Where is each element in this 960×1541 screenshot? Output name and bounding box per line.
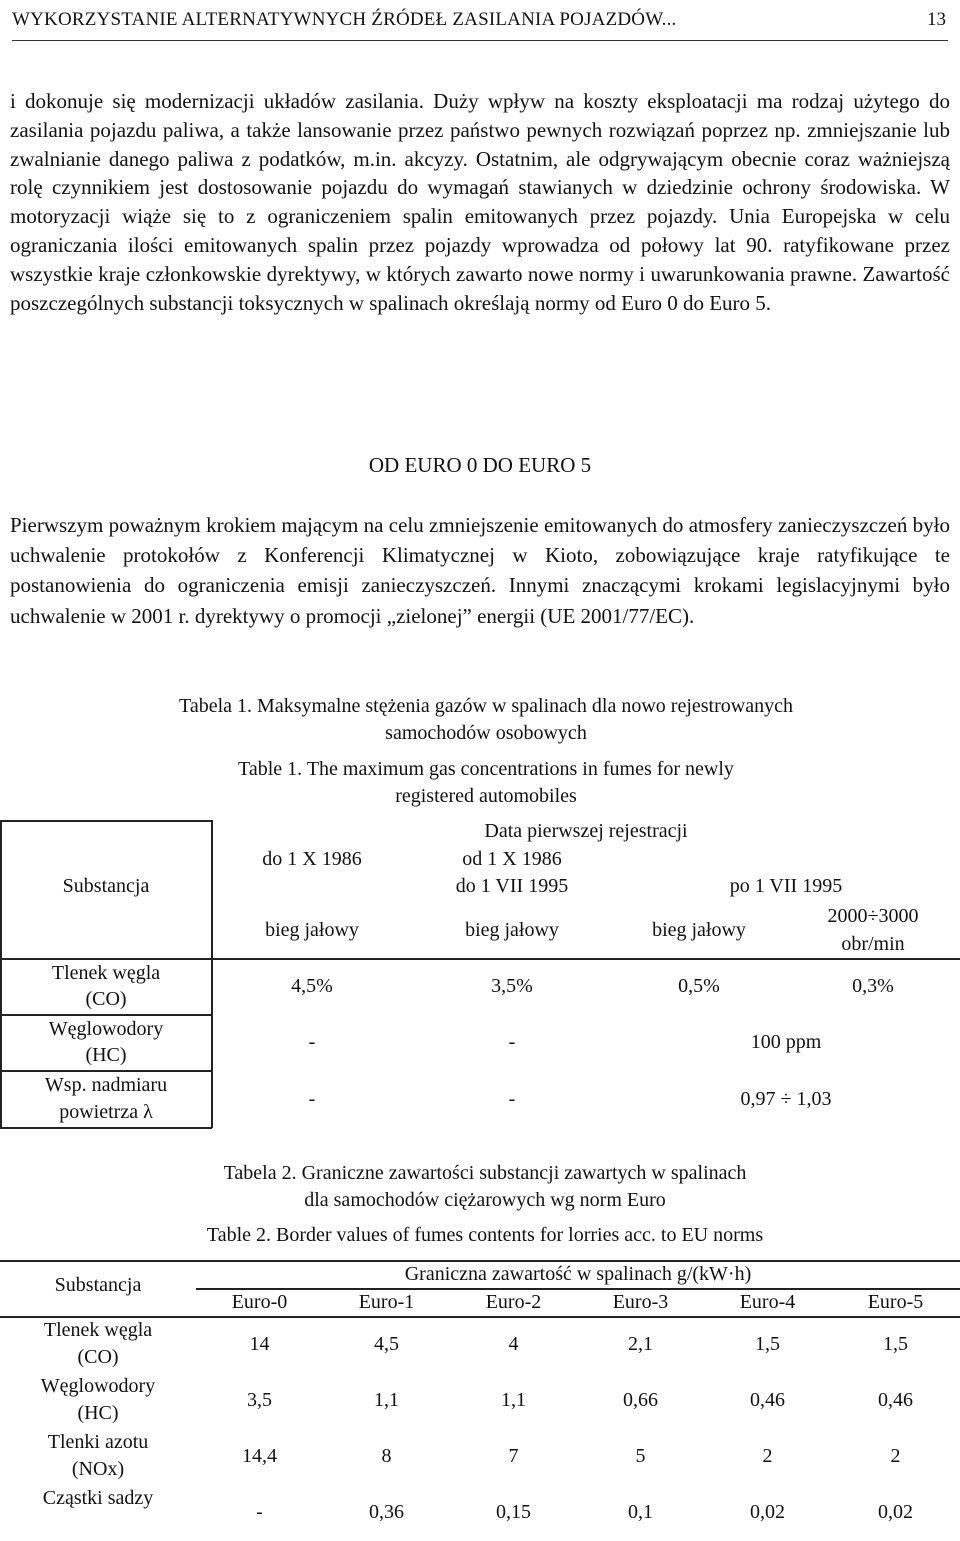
table1-row-lambda-label-line1: Wsp. nadmiaru (44, 1074, 168, 1096)
table2-caption-pl-line2: dla samochodów ciężarowych wg norm Euro (304, 1189, 666, 1211)
table1-rule (0, 820, 212, 822)
table2-cell: 0,66 (623, 1389, 658, 1411)
table1-rule (0, 958, 960, 960)
table2-cell: 0,15 (496, 1501, 531, 1523)
table2-col-header: Euro-2 (485, 1291, 542, 1313)
table1-rule (0, 1127, 212, 1129)
table2-cell: 0,36 (369, 1501, 404, 1523)
body-paragraph-2: Pierwszym poważnym krokiem mającym na celu zmniejszenie emitowanych do atmosfery zanieczyszczeń było uchwalenie protokołów z Konferencji Klimatycznej w Kioto, zobowiązujące kraje ratyfikujące te postanowienia do ograniczenia emisji zanieczyszczeń. Innymi znaczącymi krokami legislacyjnymi było uchwalenie w 2001 r. dyrektywy o promocji „zielonej” energii (UE 2001/77/EC). (10, 513, 950, 628)
table1-row-lambda-label-line2: powietrza λ (59, 1101, 153, 1123)
table1-cell: 100 ppm (750, 1031, 822, 1053)
table1-col34-header: po 1 VII 1995 (729, 875, 843, 897)
table2-cell: 4 (508, 1333, 519, 1355)
table2-cell: 2 (762, 1445, 773, 1467)
table2-cell: 2 (890, 1445, 901, 1467)
table1-cell: 4,5% (291, 975, 333, 997)
table1-col1-header: do 1 X 1986 (262, 848, 362, 870)
table1-row-hc-label-line2: (HC) (85, 1044, 127, 1066)
table2-caption-pl-line1: Tabela 2. Graniczne zawartości substancji zawartych w spalinach (223, 1162, 747, 1184)
table2-col-header: Euro-1 (358, 1291, 415, 1313)
table2-cell: 0,1 (628, 1501, 653, 1523)
table2-row-co-label-line1: Tlenek węgla (43, 1319, 153, 1341)
table2-row-hc-label-line1: Węglowodory (40, 1375, 156, 1397)
table2-cell: 8 (381, 1445, 392, 1467)
table1-cell: 0,97 ÷ 1,03 (740, 1088, 832, 1110)
table1-row-co-label-line2: (CO) (85, 988, 127, 1010)
table1-rule (0, 1070, 212, 1072)
table1-idle-2: bieg jałowy (465, 919, 559, 941)
table2-header-substance: Substancja (54, 1274, 142, 1296)
table1-idle-1: bieg jałowy (265, 919, 359, 941)
table1-caption-pl (6, 693, 960, 747)
section-title: OD EURO 0 DO EURO 5 (368, 453, 592, 477)
table2-cell: 7 (508, 1445, 519, 1467)
table2-row-co-label-line2: (CO) (77, 1346, 119, 1368)
table1-cell: - (308, 1088, 316, 1110)
table1-cell: 0,3% (852, 975, 894, 997)
table1-col2-header-line1: od 1 X 1986 (462, 848, 562, 870)
table1-rpm-line2: obr/min (841, 933, 905, 955)
table2-col-header: Euro-5 (867, 1291, 924, 1313)
table1-rule (0, 1014, 212, 1016)
table2-cell: 2,1 (628, 1333, 653, 1355)
table2-cell: 0,46 (750, 1389, 785, 1411)
table1-cell: - (508, 1088, 516, 1110)
table2-cell: 1,1 (501, 1389, 526, 1411)
table2-row-nox-label-line1: Tlenki azotu (47, 1431, 149, 1453)
table1-group-header: Data pierwszej rejestracji (484, 820, 688, 842)
table2-cell: 3,5 (247, 1389, 272, 1411)
table2-row-hc-label-line2: (HC) (77, 1402, 119, 1424)
running-header (12, 4, 948, 41)
table2-caption-en: Table 2. Border values of fumes contents for lorries acc. to EU norms (206, 1224, 764, 1246)
table2-cell: 4,5 (374, 1333, 399, 1355)
table2-cell: 1,5 (883, 1333, 908, 1355)
table1-cell: 3,5% (491, 975, 533, 997)
table2-cell: 14,4 (242, 1445, 277, 1467)
table2-row-soot-label: Cząstki sadzy (42, 1487, 154, 1509)
table1-caption-en-line2: registered automobiles (395, 785, 577, 807)
table1-idle-3: bieg jałowy (652, 919, 746, 941)
table2-cell: 1,5 (755, 1333, 780, 1355)
table2-caption-pl (5, 1160, 960, 1214)
table2-rule (196, 1288, 960, 1290)
page-number: 13 (927, 9, 946, 30)
table2-row-nox-label-line2: (NOx) (71, 1458, 125, 1480)
table1-rpm-line1: 2000÷3000 (827, 905, 919, 927)
table2-cell: 0,02 (878, 1501, 913, 1523)
table1-caption-pl-line1: Tabela 1. Maksymalne stężenia gazów w spalinach dla nowo rejestrowanych (179, 695, 793, 717)
table1-col2-header-line2: do 1 VII 1995 (455, 875, 569, 897)
table1-row-hc-label-line1: Węglowodory (48, 1018, 164, 1040)
table2-cell: 0,02 (750, 1501, 785, 1523)
table2-col-header: Euro-4 (739, 1291, 796, 1313)
table1-cell: - (308, 1031, 316, 1053)
table1-caption-pl-line2: samochodów osobowych (385, 722, 587, 744)
table1-caption-en (6, 756, 960, 810)
table1-header-substance: Substancja (62, 875, 150, 897)
table1-caption-en-line1: Table 1. The maximum gas concentrations in fumes for newly (238, 758, 734, 780)
table2-cell: 5 (635, 1445, 646, 1467)
table2-col-header: Euro-3 (612, 1291, 669, 1313)
running-title: WYKORZYSTANIE ALTERNATYWNYCH ŹRÓDEŁ ZASILANIA POJAZDÓW... (12, 9, 677, 30)
table2-rule (0, 1316, 960, 1318)
table2-group-header: Graniczna zawartość w spalinach g/(kW·h) (404, 1263, 752, 1285)
table1-cell: 0,5% (678, 975, 720, 997)
table2-cell: 14 (249, 1333, 270, 1355)
table2-col-header: Euro-0 (231, 1291, 288, 1313)
table2-cell: 1,1 (374, 1389, 399, 1411)
table2-cell: - (256, 1501, 263, 1523)
table1-row-co-label-line1: Tlenek węgla (51, 962, 161, 984)
table1-cell: - (508, 1031, 516, 1053)
body-paragraph-1: i dokonuje się modernizacji układów zasilania. Duży wpływ na koszty eksploatacji ma rodzaj użytego do zasilania pojazdu paliwa, a także lansowanie przez państwo pewnych rozwiązań poprzez np. zmniejszanie lub zwalnianie danego paliwa z podatków, m.in. akcyzy. Ostatnim, ale odgrywającym obecnie coraz ważniejszą rolę czynnikiem jest dostosowanie pojazdu do wymagań stawianych w dziedzinie ochrony środowiska. W motoryzacji wiąże się to z ograniczeniem spalin emitowanych przez pojazdy. Unia Europejska w celu ograniczania ilości emitowanych spalin przez pojazdy wprowadza od połowy lat 90. ratyfikowane przez wszystkie kraje członkowskie dyrektywy, w których zawarto nowe normy i uwarunkowania prawne. Zawartość poszczególnych substancji toksycznych w spalinach określają normy od Euro 0 do Euro 5. (10, 89, 950, 315)
table2-rule (0, 1260, 960, 1262)
table2-cell: 0,46 (878, 1389, 913, 1411)
